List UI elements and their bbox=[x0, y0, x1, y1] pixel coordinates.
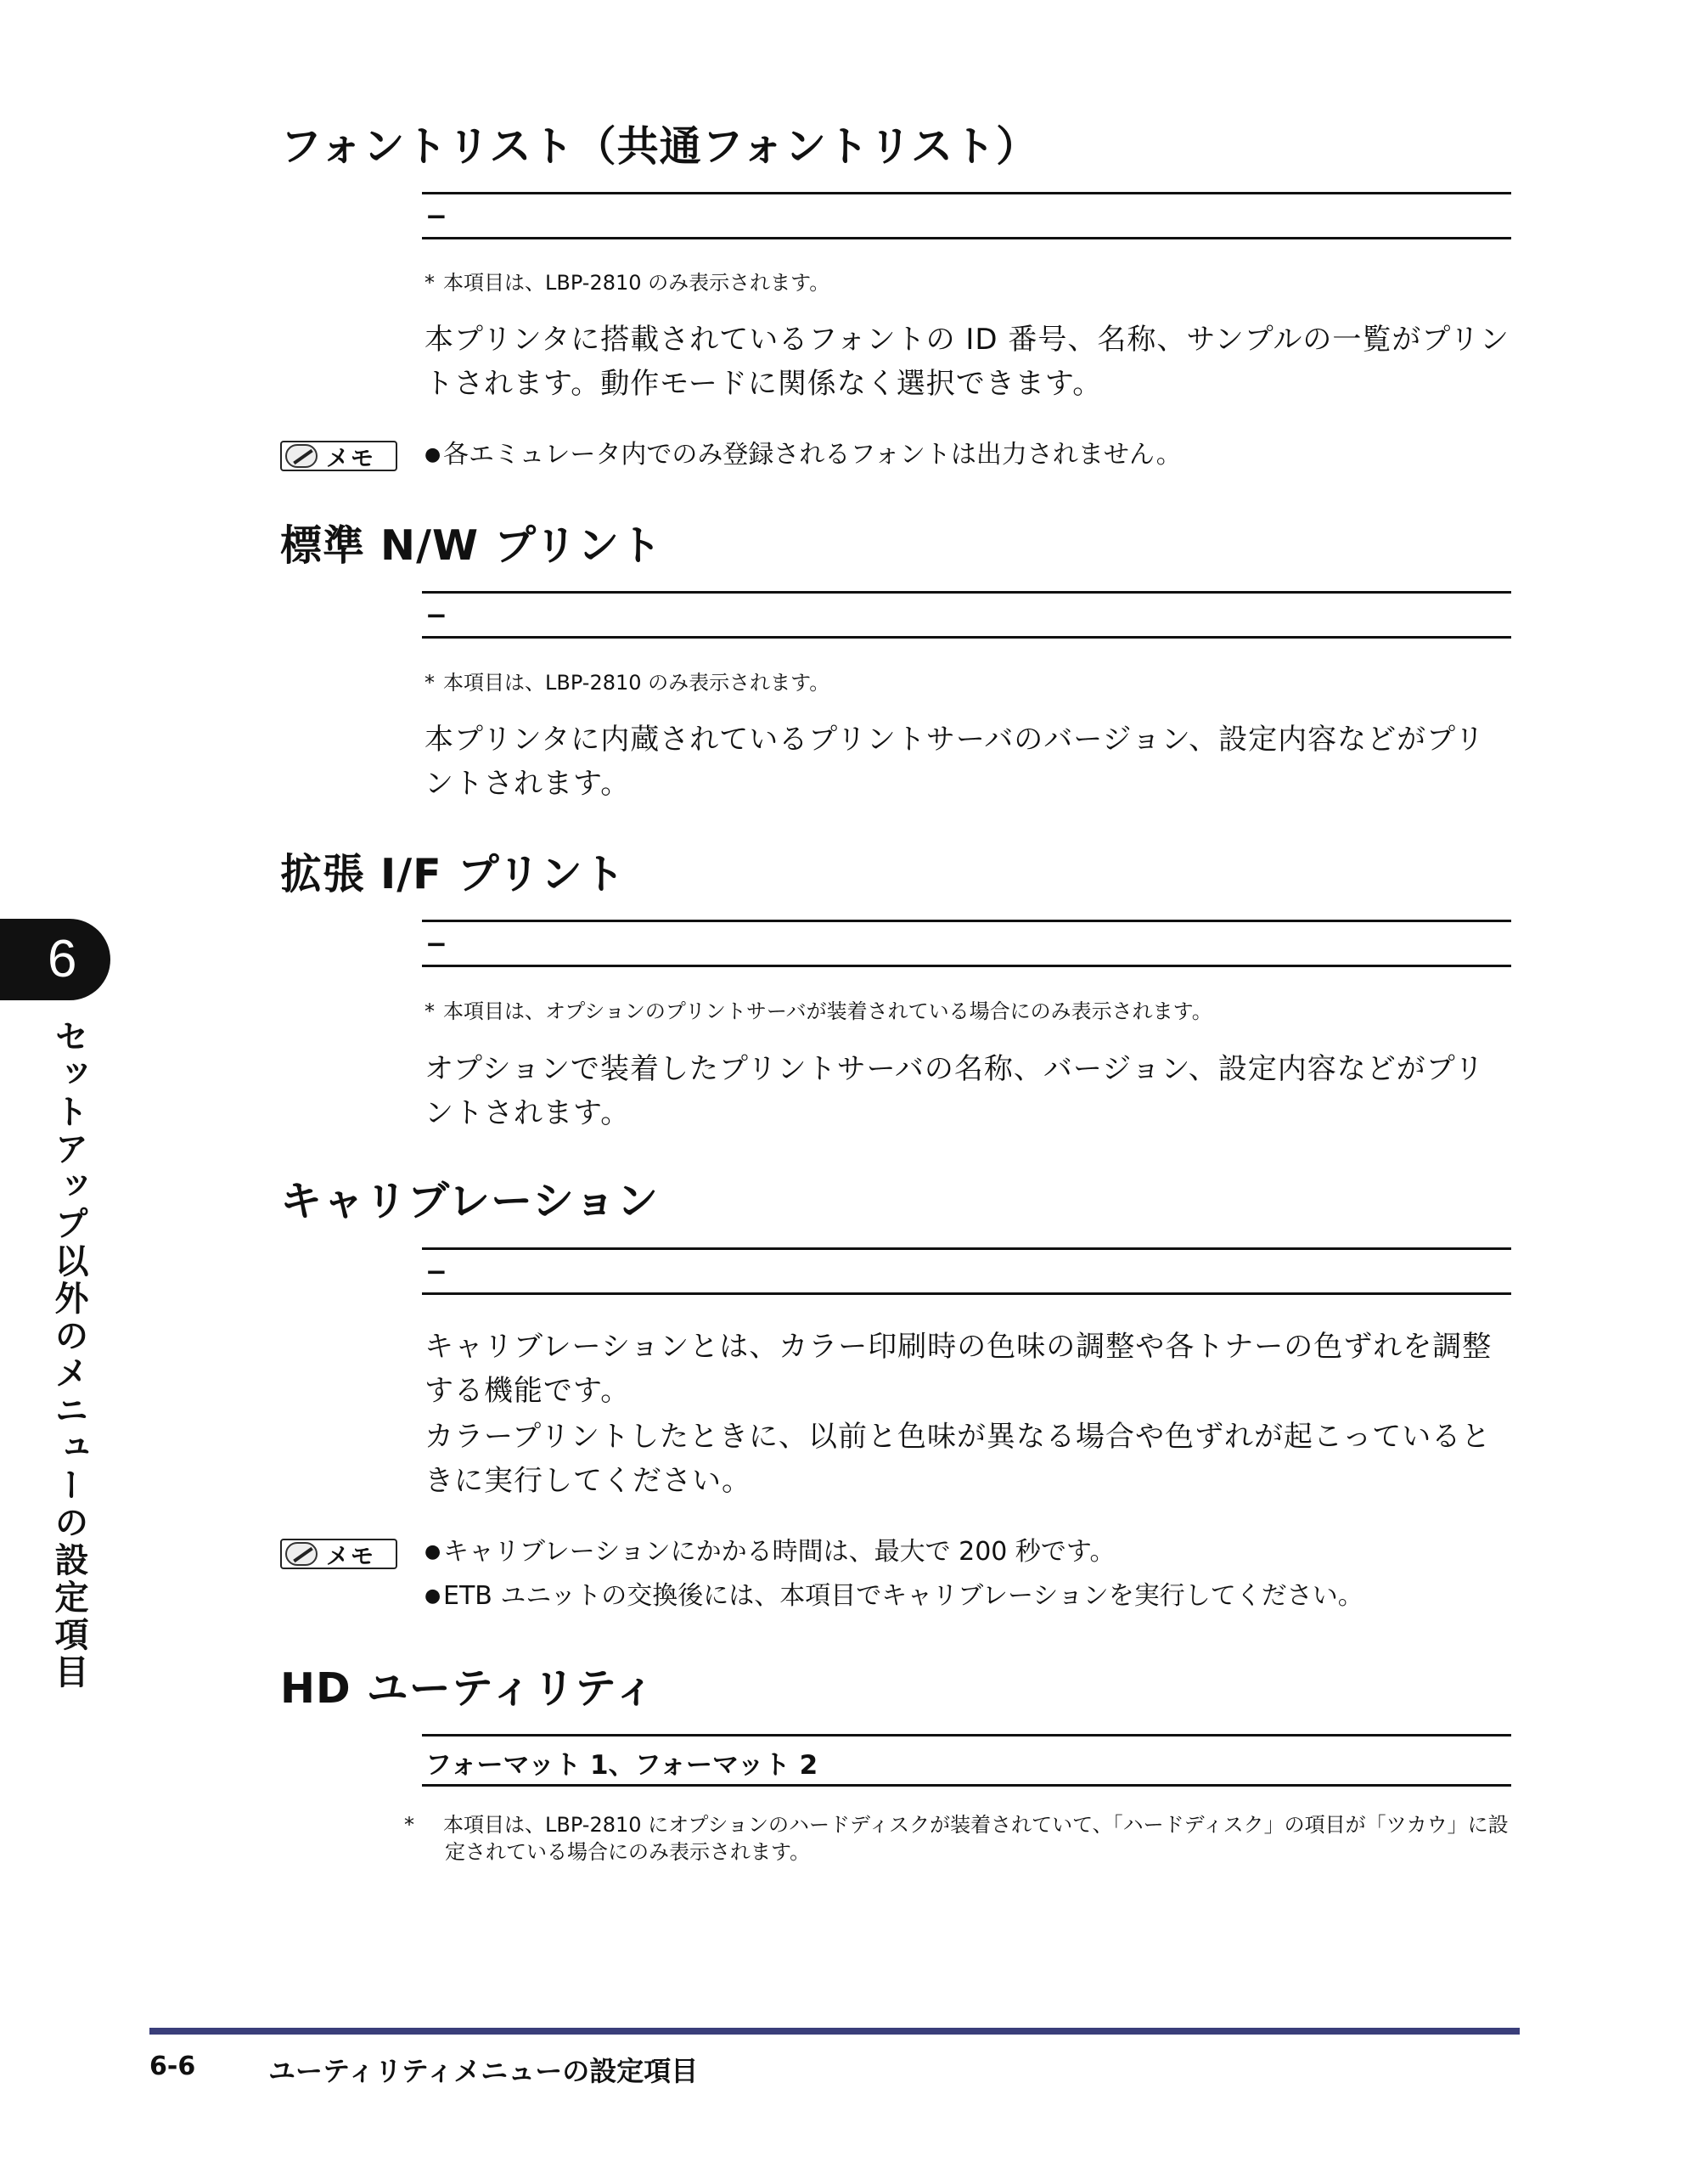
setting-value-box bbox=[422, 192, 1511, 239]
body-paragraph: 本プリンタに搭載されているフォントの ID 番号、名称、サンプルの一覧がプリントされます。動作モードに関係なく選択できます。 bbox=[424, 323, 1510, 401]
setting-value: フォーマット 1、フォーマット 2 bbox=[425, 1750, 818, 1781]
footnote-mark: * bbox=[404, 1813, 414, 1837]
setting-value-box bbox=[422, 591, 1511, 639]
chapter-number: 6 bbox=[48, 930, 77, 988]
setting-value-box bbox=[422, 1734, 1511, 1787]
pencil-icon bbox=[285, 444, 318, 468]
section-title-font-list: フォントリスト（共通フォントリスト） bbox=[280, 122, 1039, 171]
footnote-mark: * bbox=[424, 271, 435, 295]
footer-rule bbox=[149, 2028, 1520, 2035]
setting-value-box bbox=[422, 920, 1511, 967]
section-title-nw-print: 標準 N/W プリント bbox=[280, 521, 663, 570]
body-paragraph: カラープリントしたときに、以前と色味が異なる場合や色ずれが起こっているときに実行してください。 bbox=[424, 1420, 1492, 1498]
footnote: * 本項目は、オプションのプリントサーバが装着されている場合にのみ表示されます。 bbox=[424, 999, 1212, 1023]
memo-label: メモ bbox=[326, 1543, 375, 1570]
chapter-side-title: セットアップ以外のメニューの設定項目 bbox=[49, 1019, 88, 1691]
footnote-mark: * bbox=[424, 671, 435, 695]
setting-value: − bbox=[425, 1257, 447, 1287]
section-title-calibration: キャリブレーション bbox=[280, 1177, 660, 1225]
footnote: * 本項目は、LBP-2810 のみ表示されます。 bbox=[424, 671, 830, 695]
footnote: * 本項目は、LBP-2810 にオプションのハードディスクが装着されていて、「ハードディスク」の項目が「ツカウ」に設定されている場合にのみ表示されます。 bbox=[404, 1813, 1509, 1864]
memo-label: メモ bbox=[326, 445, 375, 472]
body-paragraph: キャリブレーションとは、カラー印刷時の色味の調整や各トナーの色ずれを調整する機能です。 bbox=[424, 1330, 1493, 1408]
setting-value: − bbox=[425, 929, 447, 960]
body-paragraph: オプションで装着したプリントサーバの名称、バージョン、設定内容などがプリントされます。 bbox=[424, 1052, 1485, 1130]
bullet-icon: ● bbox=[424, 1541, 441, 1562]
chapter-tab bbox=[0, 919, 110, 1000]
bullet-icon: ● bbox=[424, 1585, 441, 1607]
footer-title: ユーティリティメニューの設定項目 bbox=[268, 2055, 699, 2087]
setting-value: − bbox=[425, 600, 447, 631]
section-title-if-print: 拡張 I/F プリント bbox=[280, 850, 626, 898]
page-number: 6-6 bbox=[149, 2052, 196, 2081]
pencil-icon bbox=[285, 1542, 318, 1566]
memo-item: ●ETB ユニットの交換後には、本項目でキャリブレーションを実行してください。 bbox=[424, 1578, 1511, 1615]
bullet-icon: ● bbox=[424, 444, 441, 465]
body-paragraph: 本プリンタに内蔵されているプリントサーバのバージョン、設定内容などがプリントされます。 bbox=[424, 723, 1485, 801]
setting-value: − bbox=[425, 201, 447, 232]
section-title-hd-utility: HD ユーティリティ bbox=[280, 1664, 656, 1713]
footnote-mark: * bbox=[424, 999, 435, 1023]
memo-item: ●各エミュレータ内でのみ登録されるフォントは出力されません。 bbox=[424, 436, 1511, 474]
memo-badge bbox=[280, 1539, 397, 1569]
memo-badge bbox=[280, 441, 397, 471]
footnote: * 本項目は、LBP-2810 のみ表示されます。 bbox=[424, 271, 830, 295]
memo-item: ●キャリブレーションにかかる時間は、最大で 200 秒です。 bbox=[424, 1534, 1511, 1571]
setting-value-box bbox=[422, 1247, 1511, 1295]
